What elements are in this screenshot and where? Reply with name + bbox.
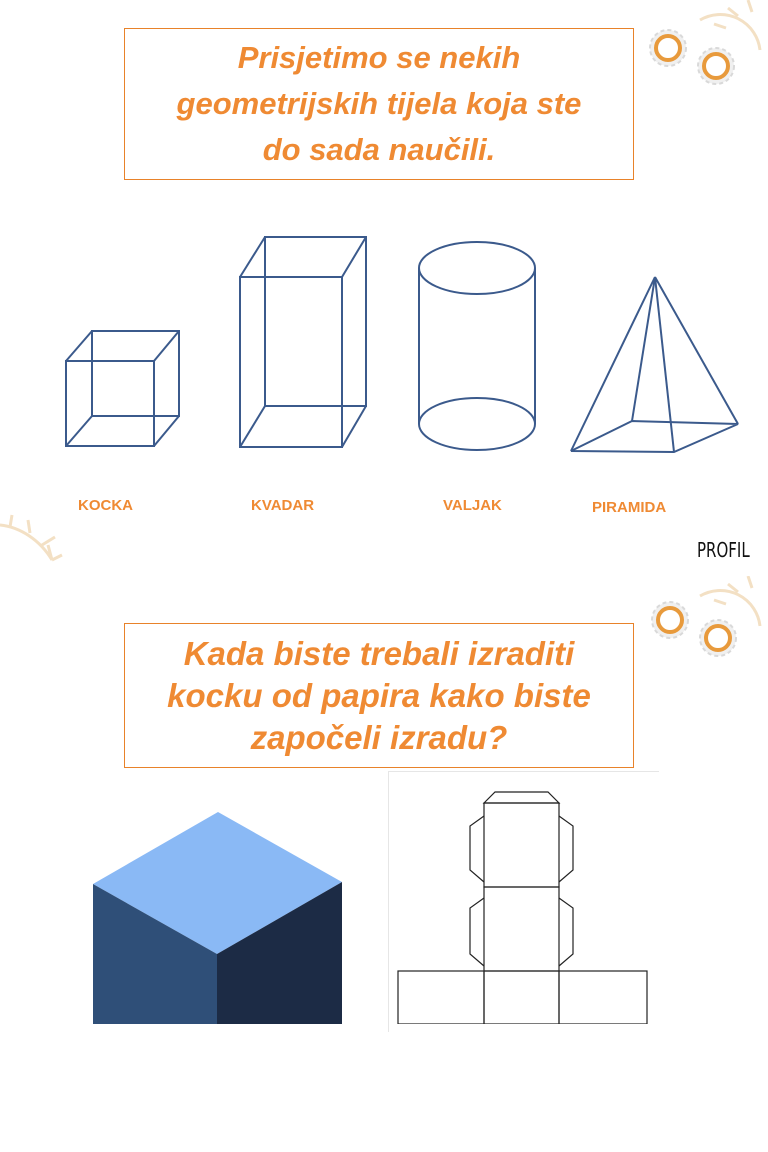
- label-valjak: VALJAK: [443, 497, 502, 514]
- title-line: Prisjetimo se nekih: [237, 40, 521, 75]
- label-kvadar: KVADAR: [251, 497, 315, 514]
- brand-logo: PROFIL: [697, 538, 750, 562]
- slide-1-title: [124, 28, 634, 180]
- shapes-illustration: [0, 220, 768, 470]
- pyramid-shape: [571, 277, 738, 452]
- title-line: kocku od papira kako biste: [167, 676, 591, 714]
- label-kocka: KOCKA: [78, 497, 133, 514]
- gears-decoration-icon: [630, 0, 768, 100]
- slide-2-title: [124, 623, 634, 768]
- title-line: do sada naučili.: [262, 132, 496, 167]
- slide-2: [0, 576, 768, 1152]
- title-line: započeli izradu?: [250, 718, 508, 756]
- cuboid-shape: [240, 237, 366, 447]
- solid-cube-illustration: [90, 812, 345, 1024]
- title-line: geometrijskih tijela koja ste: [176, 86, 582, 121]
- title-line: Kada biste trebali izraditi: [183, 634, 575, 672]
- gear-outline-icon: [0, 505, 70, 576]
- cube-net-illustration: [388, 786, 658, 1024]
- cylinder-shape: [419, 242, 535, 450]
- label-piramida: PIRAMIDA: [592, 499, 667, 516]
- gears-decoration-icon: [630, 576, 768, 676]
- cube-shape: [66, 331, 179, 446]
